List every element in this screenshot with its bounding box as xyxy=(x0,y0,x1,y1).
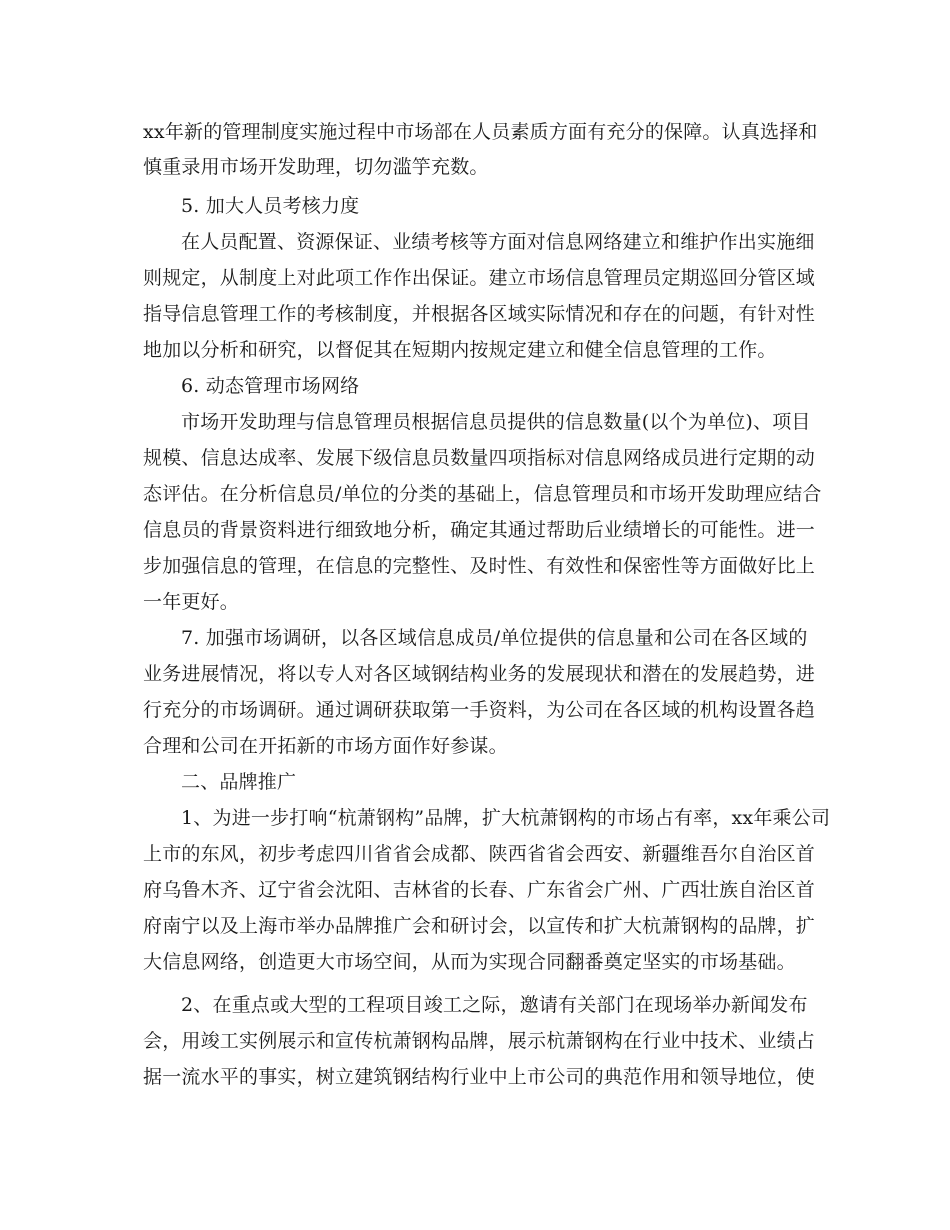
text-line: 步加强信息的管理，在信息的完整性、及时性、有效性和保密性等方面做好比上 xyxy=(143,555,816,577)
section-heading: 二、品牌推广 xyxy=(181,771,297,793)
text-line: 府乌鲁木齐、辽宁省会沈阳、吉林省的长春、广东省会广州、广西壮族自治区首 xyxy=(143,879,816,901)
text-line: 指导信息管理工作的考核制度，并根据各区域实际情况和存在的问题，有针对性 xyxy=(143,303,816,325)
text-line: xx年新的管理制度实施过程中市场部在人员素质方面有充分的保障。认真选择和 xyxy=(143,121,818,143)
text-line: 据一流水平的事实，树立建筑钢结构行业中上市公司的典范作用和领导地位，使 xyxy=(143,1066,816,1088)
text-line: 在人员配置、资源保证、业绩考核等方面对信息网络建立和维护作出实施细 xyxy=(181,231,815,253)
text-line: 上市的东风，初步考虑四川省省会成都、陕西省省会西安、新疆维吾尔自治区首 xyxy=(143,843,816,865)
text-line: 2、在重点或大型的工程项目竣工之际，邀请有关部门在现场举办新闻发布 xyxy=(181,994,808,1016)
text-line: 7. 加强市场调研，以各区域信息成员/单位提供的信息量和公司在各区域的 xyxy=(181,627,808,649)
text-line: 市场开发助理与信息管理员根据信息员提供的信息数量(以个为单位)、项目 xyxy=(181,411,811,433)
text-line: 1、为进一步打响“杭萧钢构”品牌，扩大杭萧钢构的市场占有率，xx年乘公司 xyxy=(181,807,831,829)
text-line: 规模、信息达成率、发展下级信息员数量四项指标对信息网络成员进行定期的动 xyxy=(143,447,816,469)
text-line: 则规定，从制度上对此项工作作出保证。建立市场信息管理员定期巡回分管区域 xyxy=(143,267,816,289)
section-heading: 5. 加大人员考核力度 xyxy=(181,195,360,217)
text-line: 一年更好。 xyxy=(143,591,240,613)
text-line: 府南宁以及上海市举办品牌推广会和研讨会，以宣传和扩大杭萧钢构的品牌，扩 xyxy=(143,915,816,937)
text-line: 行充分的市场调研。通过调研获取第一手资料，为公司在各区域的机构设置各趋 xyxy=(143,699,816,721)
text-line: 会，用竣工实例展示和宣传杭萧钢构品牌，展示杭萧钢构在行业中技术、业绩占 xyxy=(143,1030,816,1052)
text-line: 地加以分析和研究，以督促其在短期内按规定建立和健全信息管理的工作。 xyxy=(143,339,777,361)
text-line: 信息员的背景资料进行细致地分析，确定其通过帮助后业绩增长的可能性。进一 xyxy=(143,519,816,541)
section-heading: 6. 动态管理市场网络 xyxy=(181,375,360,397)
text-line: 态评估。在分析信息员/单位的分类的基础上，信息管理员和市场开发助理应结合 xyxy=(143,483,822,505)
text-line: 大信息网络，创造更大市场空间，从而为实现合同翻番奠定坚实的市场基础。 xyxy=(143,951,796,973)
text-line: 慎重录用市场开发助理，切勿滥竽充数。 xyxy=(143,156,489,178)
text-line: 业务进展情况，将以专人对各区域钢结构业务的发展现状和潜在的发展趋势，进 xyxy=(143,663,816,685)
text-line: 合理和公司在开拓新的市场方面作好参谋。 xyxy=(143,735,508,757)
